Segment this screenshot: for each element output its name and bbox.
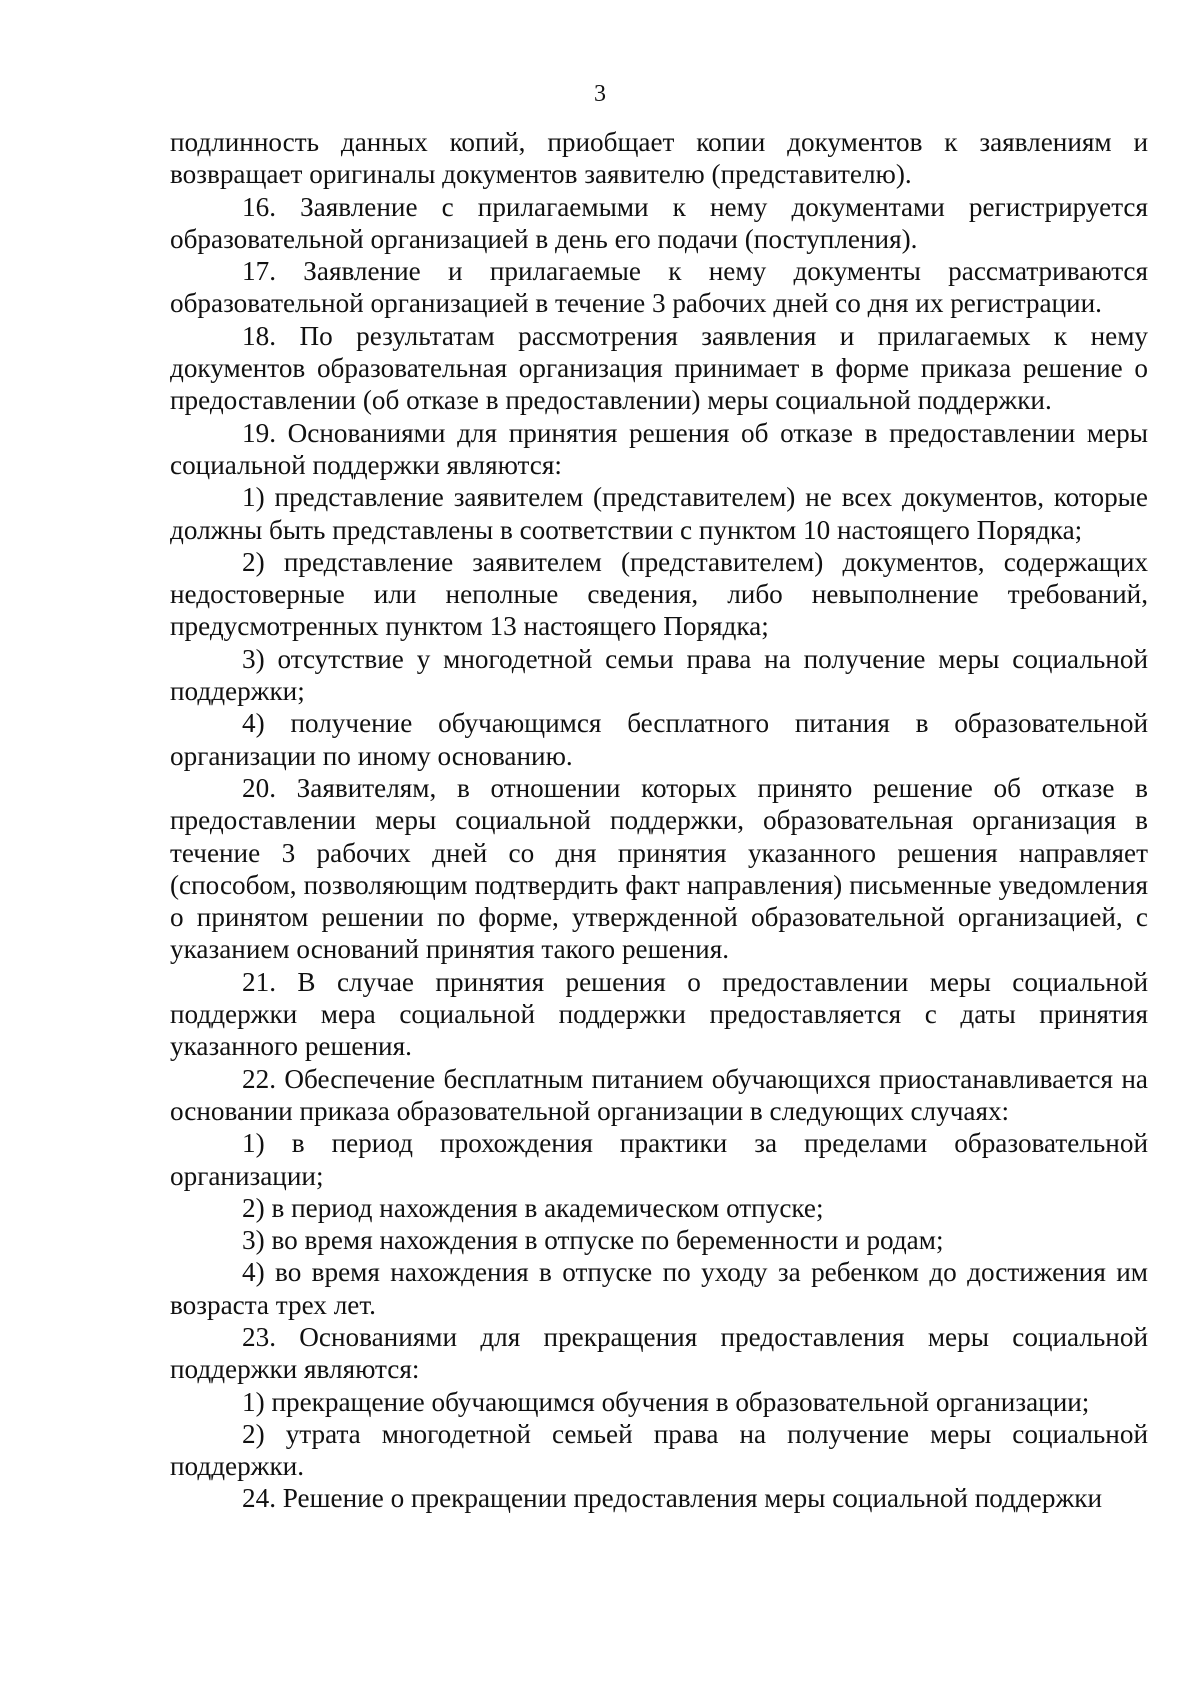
paragraph-22-item-2: 2) в период нахождения в академическом отпуске; — [242, 1192, 824, 1223]
paragraph-22-item-1: 1) в период прохождения практики за пределами образовательной организации; — [170, 1128, 1148, 1191]
paragraph-19: 19. Основаниями для принятия решения об отказе в предоставлении меры социальной поддержки являются: — [170, 417, 1148, 480]
paragraph-24: 24. Решение о прекращении предоставления меры социальной поддержки — [242, 1483, 1102, 1514]
paragraph-19-item-1: 1) представление заявителем (представителем) не всех документов, которые должны быть представлены в соответствии с пунктом 10 настоящего Порядка; — [170, 482, 1148, 545]
paragraph-19-item-4: 4) получение обучающимся бесплатного питания в образовательной организации по иному основанию. — [170, 708, 1148, 771]
paragraph-23-item-1: 1) прекращение обучающимся обучения в образовательной организации; — [242, 1386, 1090, 1417]
paragraph-16: 16. Заявление с прилагаемыми к нему документами регистрируется образовательной организацией в день его подачи (поступления). — [170, 191, 1148, 254]
paragraph-17: 17. Заявление и прилагаемые к нему документы рассматриваются образовательной организацией в течение 3 рабочих дней со дня их регистрации. — [170, 256, 1148, 319]
paragraph-continuation: подлинность данных копий, приобщает копии документов к заявлениям и возвращает оригиналы документов заявителю (представителю). — [170, 127, 1148, 190]
paragraph-22: 22. Обеспечение бесплатным питанием обучающихся приостанавливается на основании приказа образовательной организации в следующих случаях: — [170, 1063, 1148, 1126]
paragraph-20: 20. Заявителям, в отношении которых принято решение об отказе в предоставлении меры социальной поддержки, образовательная организация в течение 3 рабочих дней со дня принятия указанного решения направляет (способом, позволяющим подтвердить факт направления) письменные уведомления о принятом решении по форме, утвержденной образовательной организацией, с указанием оснований принятия такого решения. — [170, 772, 1148, 965]
paragraph-22-item-4: 4) во время нахождения в отпуске по уходу за ребенком до достижения им возраста трех лет. — [170, 1257, 1148, 1320]
paragraph-19-item-3: 3) отсутствие у многодетной семьи права на получение меры социальной поддержки; — [170, 643, 1148, 707]
document-body — [170, 126, 1148, 1515]
page-number: 3 — [594, 81, 606, 107]
paragraph-21: 21. В случае принятия решения о предоставлении меры социальной поддержки мера социальной поддержки предоставляется с даты принятия указанного решения. — [170, 966, 1148, 1062]
paragraph-23-item-2: 2) утрата многодетной семьей права на получение меры социальной поддержки. — [170, 1418, 1148, 1482]
paragraph-18: 18. По результатам рассмотрения заявления и прилагаемых к нему документов образовательная организация принимает в форме приказа решение о предоставлении (об отказе в предоставлении) меры социальной поддержки. — [170, 320, 1148, 416]
paragraph-19-item-2: 2) представление заявителем (представителем) документов, содержащих недостоверные или неполные сведения, либо невыполнение требований, предусмотренных пунктом 13 настоящего Порядка; — [170, 546, 1148, 642]
paragraph-22-item-3: 3) во время нахождения в отпуске по беременности и родам; — [242, 1225, 944, 1256]
paragraph-23: 23. Основаниями для прекращения предоставления меры социальной поддержки являются: — [170, 1321, 1148, 1385]
